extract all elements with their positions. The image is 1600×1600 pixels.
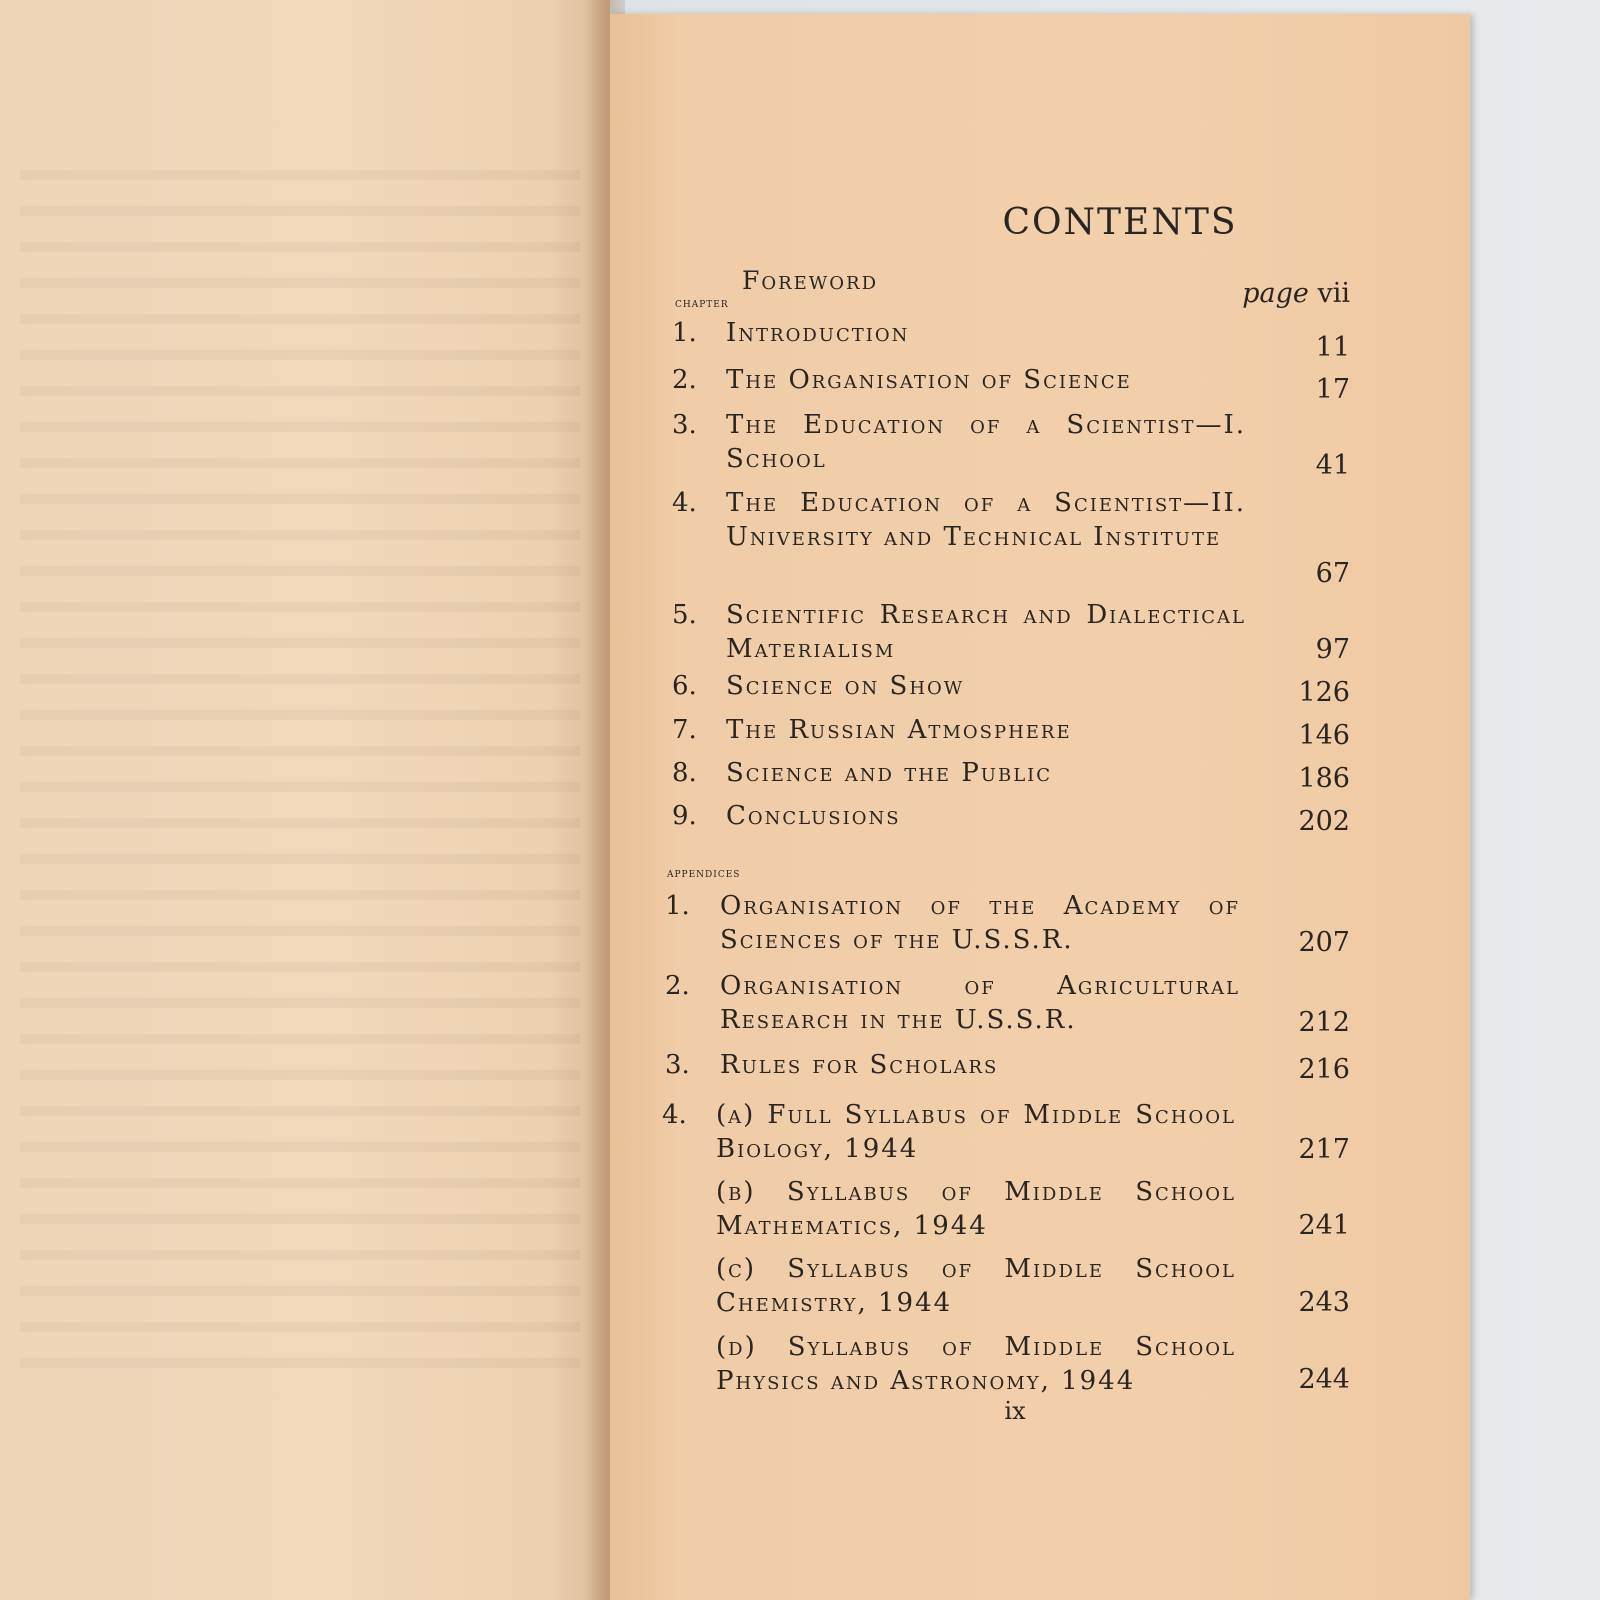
entry-page: 241 [1298,1210,1350,1241]
entry-page: 186 [1298,763,1350,794]
entry-page: 17 [1315,374,1350,405]
entry-number: 2. [672,365,697,395]
page-word: page [1242,278,1309,309]
entry-number: 3. [672,410,697,440]
entry-page: 67 [1315,558,1350,589]
entry-number: 1. [665,891,690,921]
entry-number: 8. [672,758,697,788]
entry-number: 9. [672,801,697,831]
entry-number: 5. [672,600,697,630]
entry-title: (a) Full Syllabus of Middle School Biology, 1944 [716,1100,1236,1164]
show-through-text [20,170,580,1370]
entry-title: The Education of a Scientist—II. University and Technical Institute [726,488,1246,552]
entry-title: (b) Syllabus of Middle School Mathematics, 1944 [716,1177,1236,1241]
entry-title: Organisation of Agricultural Research in the U.S.S.R. [720,971,1240,1035]
contents-title: CONTENTS [1002,202,1238,243]
entry-page: 243 [1298,1287,1350,1318]
foreword-page [1240,278,1350,309]
entry-page: 244 [1298,1364,1350,1395]
entry-title: Organisation of the Academy of Sciences of the U.S.S.R. [720,891,1240,955]
entry-page: 217 [1298,1134,1350,1165]
entry-number: 7. [672,715,697,745]
entry-title: The Organisation of Science [726,365,1132,395]
entry-page: 11 [1315,332,1350,363]
foreword-label: Foreword [742,266,879,295]
entry-number: 3. [665,1050,690,1080]
table-of-contents [610,14,1470,1600]
folio-page-number: ix [1004,1397,1026,1425]
entry-number: 4. [662,1100,687,1130]
entry-page: 126 [1298,677,1350,708]
entry-number: 1. [672,318,697,348]
entry-title: Conclusions [726,801,901,831]
entry-title: (d) Syllabus of Middle School Physics and Astronomy, 1944 [716,1332,1236,1396]
entry-title: The Russian Atmosphere [726,715,1072,745]
right-page [610,14,1470,1600]
entry-number: 2. [665,971,690,1001]
entry-page: 146 [1298,720,1350,751]
entry-title: Scientific Research and Dialectical Materialism [726,600,1246,664]
entry-title: The Education of a Scientist—I. School [726,410,1246,474]
entry-page: 202 [1298,806,1350,837]
foreword-page-number: vii [1317,278,1350,309]
entry-title: Introduction [726,318,910,348]
entry-page: 207 [1298,927,1350,958]
entry-page: 216 [1298,1054,1350,1085]
appendices-label: appendices [667,866,741,881]
entry-page: 41 [1315,450,1350,481]
left-page [0,0,610,1600]
entry-number: 6. [672,671,697,701]
entry-title: (c) Syllabus of Middle School Chemistry, 1944 [716,1254,1236,1318]
entry-page: 212 [1298,1007,1350,1038]
entry-title: Rules for Scholars [720,1050,999,1080]
entry-title: Science on Show [726,671,965,701]
entry-page: 97 [1315,634,1350,665]
chapter-label: chapter [675,296,729,311]
entry-title: Science and the Public [726,758,1053,788]
entry-number: 4. [672,488,697,518]
